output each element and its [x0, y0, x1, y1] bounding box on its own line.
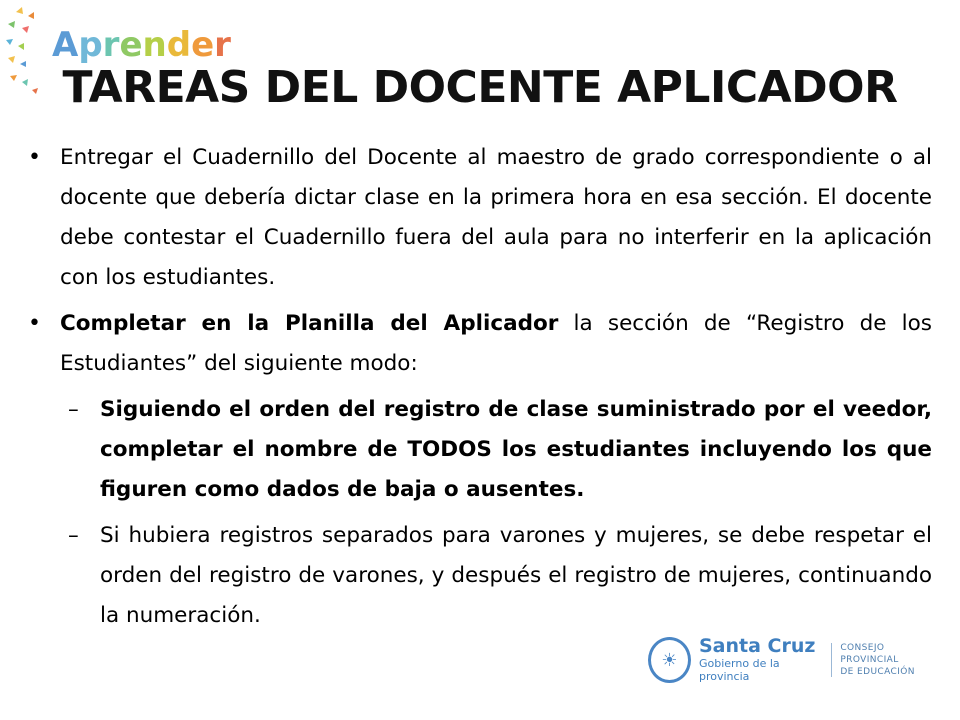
- bullet-item: [28, 138, 932, 298]
- sub-bullet-dash: –: [68, 522, 79, 548]
- sub-bullet-item: [28, 516, 932, 636]
- bullet-dot: •: [28, 145, 41, 170]
- sub-bullet-text: Si hubiera registros separados para varones y mujeres, se debe respetar el orden del registro de varones, y después el registro de mujeres, continuando la numeración.: [100, 522, 932, 628]
- provincial-seal-icon: ☀: [648, 637, 691, 683]
- bullet-text: Entregar el Cuadernillo del Docente al maestro de grado correspondiente o al docente que debería dictar clase en la primera hora en esa sección. El docente debe contestar el Cuadernillo fuera del aula para no interferir en la aplicación con los estudiantes.: [60, 145, 932, 290]
- bullet-text: la sección de “Registro de los Estudiantes” del siguiente modo:: [60, 310, 932, 376]
- bullet-dot: •: [28, 310, 41, 336]
- consejo-line-2: DE EDUCACIÓN: [840, 667, 915, 678]
- page-title: TAREAS DEL DOCENTE APLICADOR: [62, 62, 898, 113]
- santa-cruz-wordmark: [699, 634, 823, 683]
- santa-cruz-subtitle: Gobierno de la provincia: [699, 656, 780, 683]
- santa-cruz-name: Santa Cruz: [699, 634, 816, 657]
- logo-divider: [831, 643, 832, 677]
- santa-cruz-logo: [648, 632, 938, 688]
- sub-bullet-item: [28, 390, 932, 510]
- consejo-label: [840, 642, 938, 678]
- sub-bullet-dash: –: [68, 396, 79, 422]
- bullet-bold-text: Completar en la Planilla del Aplicador: [60, 310, 559, 336]
- slide-content: [28, 138, 932, 642]
- sub-bullet-bold-text: Siguiendo el orden del registro de clase suministrado por el veedor, completar el nombre de TODOS los estudiantes incluyendo los que figuren como dados de baja o ausentes.: [100, 396, 932, 502]
- bullet-item: [28, 304, 932, 384]
- aprender-wordmark: Aprender: [52, 25, 231, 65]
- consejo-line-1: CONSEJO PROVINCIAL: [840, 642, 899, 665]
